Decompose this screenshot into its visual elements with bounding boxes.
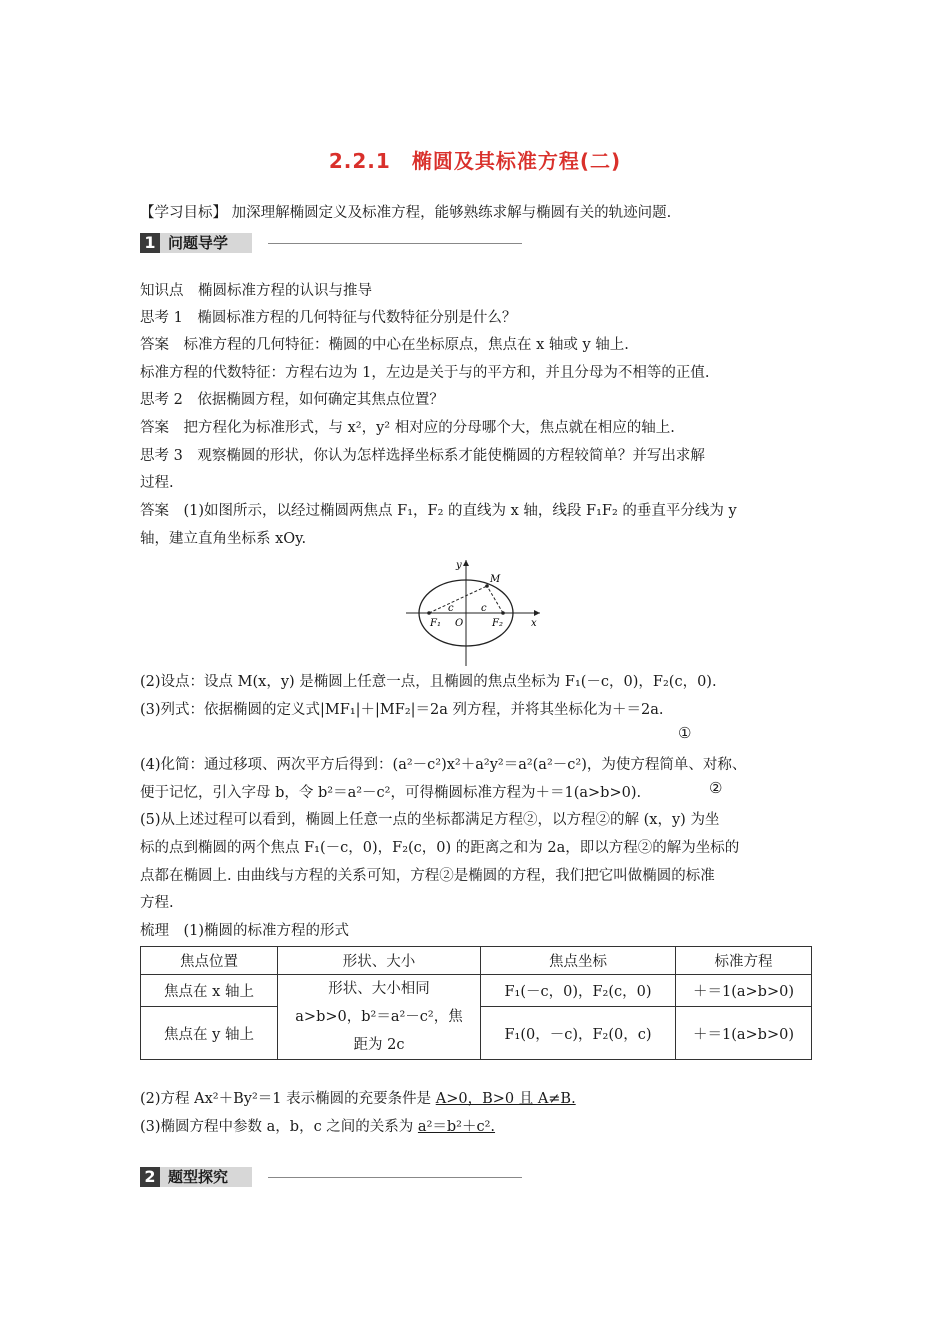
label-F1: F₁ — [430, 618, 441, 629]
text-line: 便于记忆，引入字母 b，令 b²＝a²－c²，可得椭圆标准方程为＋＝1(a>b>0). — [140, 785, 642, 801]
text-line: 标准方程的代数特征：方程右边为 1，左边是关于与的平方和，并且分母为不相等的正值. — [140, 365, 710, 381]
label-y: y — [456, 560, 462, 571]
section-rule — [268, 243, 522, 244]
label-M: M — [490, 574, 501, 585]
text-line: 知识点 椭圆标准方程的认识与推导 — [140, 283, 372, 299]
text-line: 思考 2 依据椭圆方程，如何确定其焦点位置？ — [140, 392, 444, 408]
text-line: (5)从上述过程可以看到，椭圆上任意一点的坐标都满足方程②，以方程②的解 (x，y) 为坐 — [140, 812, 720, 828]
section-label: 题型探究 — [160, 1167, 252, 1187]
text-line: 过程. — [140, 475, 174, 491]
equation-mark-2: ② — [709, 779, 723, 797]
table-cell: 焦点在 y 轴上 — [141, 1007, 278, 1060]
table-header-row — [141, 947, 812, 975]
section-rule — [268, 1177, 522, 1178]
table-cell: ＋＝1(a>b>0) — [676, 1007, 812, 1060]
relation-text: (3)椭圆方程中参数 a，b，c 之间的关系为 — [140, 1119, 414, 1135]
table-cell: F₁(0，－c)，F₂(0，c) — [481, 1007, 676, 1060]
table-cell-shape — [278, 975, 481, 1060]
segment-MF1 — [429, 586, 487, 613]
y-axis-arrow — [463, 560, 469, 566]
section-number: 1 — [140, 233, 160, 253]
table-cell: ＋＝1(a>b>0) — [676, 975, 812, 1007]
label-O: O — [455, 618, 464, 629]
text-line: 标的点到椭圆的两个焦点 F₁(－c，0)，F₂(c，0) 的距离之和为 2a，即以方程②的解为坐标的 — [140, 840, 740, 856]
section-label: 问题导学 — [160, 233, 252, 253]
objective-text: 加深理解椭圆定义及标准方程，能够熟练求解与椭圆有关的轨迹问题. — [231, 205, 672, 221]
section-header-2 — [140, 1167, 522, 1187]
label-c-left: c — [448, 603, 454, 614]
point-M — [485, 584, 489, 588]
learning-objective — [140, 201, 671, 222]
relation-answer: a²＝b²＋c². — [417, 1119, 496, 1135]
standard-equation-table — [140, 946, 812, 1060]
section-header-1 — [140, 233, 522, 253]
table-header: 焦点位置 — [141, 947, 278, 975]
condition-text: (2)方程 Ax²＋By²＝1 表示椭圆的充要条件是 — [140, 1091, 432, 1107]
equation-mark-1: ① — [678, 724, 692, 742]
label-c-right: c — [481, 603, 487, 614]
text-line: 答案 标准方程的几何特征：椭圆的中心在坐标原点，焦点在 x 轴或 y 轴上. — [140, 337, 629, 353]
table-cell: 焦点在 x 轴上 — [141, 975, 278, 1007]
point-F1 — [427, 611, 431, 615]
text-line: (4)化简：通过移项、两次平方后得到：(a²－c²)x²＋a²y²＝a²(a²－c²)，为使方程简单、对称、 — [140, 757, 747, 773]
text-line: 方程. — [140, 895, 174, 911]
text-line: 梳理 (1)椭圆的标准方程的形式 — [140, 923, 350, 939]
table-cell: F₁(－c，0)，F₂(c，0) — [481, 975, 676, 1007]
text-line: 思考 1 椭圆标准方程的几何特征与代数特征分别是什么？ — [140, 310, 517, 326]
text-line: 答案 (1)如图所示，以经过椭圆两焦点 F₁，F₂ 的直线为 x 轴，线段 F₁F₂ 的垂直平分线为 y — [140, 503, 737, 519]
label-x: x — [531, 618, 537, 629]
point-F2 — [501, 611, 505, 615]
text-line — [140, 1115, 495, 1136]
text-line: 答案 把方程化为标准形式，与 x²，y² 相对应的分母哪个大，焦点就在相应的轴上. — [140, 420, 675, 436]
x-axis-arrow — [534, 610, 540, 616]
text-line: (2)设点：设点 M(x，y) 是椭圆上任意一点，且椭圆的焦点坐标为 F₁(－c，0)，F₂(c，0). — [140, 674, 717, 690]
ellipse-figure — [404, 556, 544, 668]
section-number: 2 — [140, 1167, 160, 1187]
shape-line: 距为 2c — [353, 1037, 405, 1053]
text-line: (3)列式：依据椭圆的定义式|MF₁|＋|MF₂|＝2a 列方程，并将其坐标化为＋＝2a. — [140, 702, 664, 718]
shape-line: a>b>0，b²＝a²－c²，焦 — [295, 1009, 463, 1025]
table-header: 焦点坐标 — [481, 947, 676, 975]
table-row — [141, 975, 812, 1007]
text-line: 点都在椭圆上. 由曲线与方程的关系可知，方程②是椭圆的方程，我们把它叫做椭圆的标准 — [140, 868, 715, 884]
objective-tag: 【学习目标】 — [140, 205, 227, 221]
condition-answer: A>0，B>0 且 A≠B. — [435, 1091, 576, 1107]
page-title: 2.2.1 椭圆及其标准方程(二) — [328, 149, 622, 173]
table-header: 标准方程 — [676, 947, 812, 975]
text-line — [140, 1087, 576, 1108]
shape-line: 形状、大小相同 — [328, 981, 430, 997]
table-header: 形状、大小 — [278, 947, 481, 975]
label-F2: F₂ — [492, 618, 503, 629]
text-line: 思考 3 观察椭圆的形状，你认为怎样选择坐标系才能使椭圆的方程较简单？并写出求解 — [140, 448, 705, 464]
text-line: 轴，建立直角坐标系 xOy. — [140, 531, 307, 547]
